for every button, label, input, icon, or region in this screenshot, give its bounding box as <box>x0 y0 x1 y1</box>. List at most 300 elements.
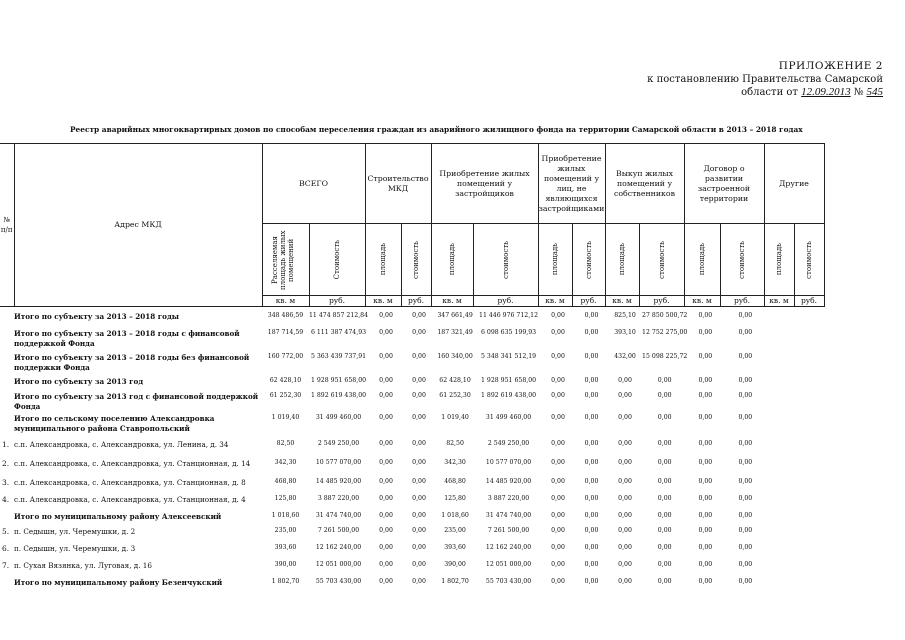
row-value: 14 485 920,00 <box>485 478 532 485</box>
header-group-territory: Договор о развитии застроенной территории <box>684 144 764 224</box>
row-value: 0,00 <box>618 527 632 534</box>
row-value: 0,00 <box>657 377 672 384</box>
row-empty-cell <box>797 525 827 542</box>
header-group-other: Другие <box>764 144 824 224</box>
row-value: 0,00 <box>618 478 632 485</box>
register-table-body <box>0 310 827 591</box>
header-group-developers: Приобретение жилых помещений у застройщиков <box>431 144 538 224</box>
sub-area <box>365 224 401 296</box>
unit-area: кв. м <box>764 296 794 307</box>
row-empty-cell <box>767 457 797 476</box>
row-value: 55 703 430,00 <box>485 578 532 585</box>
row-value: 1 802,70 <box>271 578 300 585</box>
row-value: 0,00 <box>618 578 632 585</box>
unit-rub: руб. <box>639 296 684 307</box>
row-empty-cell <box>767 510 797 525</box>
row-value: 0,00 <box>618 377 632 384</box>
row-value: 5 363 439 737,91 <box>310 353 367 360</box>
unit-rub: руб. <box>309 296 365 307</box>
row-address: Итого по субъекту за 2013 – 2018 годы <box>14 312 179 321</box>
row-value: 62 428,10 <box>269 377 302 384</box>
row-value: 0,00 <box>618 561 632 568</box>
row-value: 187 714,59 <box>267 329 304 336</box>
table-row <box>0 525 827 542</box>
row-value: 0,00 <box>379 512 393 519</box>
row-empty-cell <box>767 476 797 493</box>
row-value: 235,00 <box>444 527 466 534</box>
row-empty-cell <box>767 351 797 375</box>
row-value: 1 019,40 <box>271 414 300 421</box>
row-value: 0,00 <box>738 561 753 568</box>
row-address: с.п. Александровка, с. Александровка, ул. Ленина, д. 34 <box>14 440 229 449</box>
row-empty-cell <box>767 375 797 390</box>
row-value: 468,80 <box>274 478 297 485</box>
unit-rub: руб. <box>572 296 605 307</box>
sub-cost <box>572 224 605 296</box>
row-value: 0,00 <box>657 478 672 485</box>
row-value: 0,00 <box>738 353 753 360</box>
row-value: 0,00 <box>379 377 393 384</box>
row-empty-cell <box>797 542 827 559</box>
row-value: 0,00 <box>618 495 632 502</box>
row-value: 0,00 <box>698 329 713 336</box>
unit-rub: руб. <box>473 296 538 307</box>
row-empty-cell <box>767 542 797 559</box>
row-value: 31 474 740,00 <box>485 512 532 519</box>
row-value: 0,00 <box>412 561 426 568</box>
row-address: с.п. Александровка, с. Александровка, ул. Станционная, д. 8 <box>14 478 246 487</box>
row-value: 11 446 976 712,12 <box>479 312 539 319</box>
row-empty-cell <box>797 457 827 476</box>
row-value: 55 703 430,00 <box>315 578 362 585</box>
register-table-header <box>0 143 825 307</box>
sub-area <box>684 224 720 296</box>
row-value: 3 887 220,00 <box>487 495 530 502</box>
row-number: 2. <box>2 459 10 468</box>
row-value: 10 577 070,00 <box>485 459 532 466</box>
row-value: 0,00 <box>379 527 393 534</box>
row-value: 12 051 000,00 <box>315 561 362 568</box>
table-row <box>0 412 827 438</box>
table-row <box>0 310 827 327</box>
row-value: 160 340,00 <box>437 353 473 360</box>
row-value: 0,00 <box>412 512 426 519</box>
header-group-total: ВСЕГО <box>262 144 365 224</box>
row-value: 0,00 <box>551 578 565 585</box>
row-value: 0,00 <box>412 578 426 585</box>
row-address: Итого по сельскому поселению Александровка муниципального района Ставропольский <box>14 414 215 433</box>
sub-cost <box>401 224 431 296</box>
row-value: 235,00 <box>274 527 297 534</box>
row-value: 0,00 <box>698 353 713 360</box>
row-value: 12 162 240,00 <box>485 544 532 551</box>
row-address: Итого по субъекту за 2013 – 2018 годы без финансовой поддержки Фонда <box>14 353 250 372</box>
row-value: 0,00 <box>551 478 565 485</box>
row-value: 1 018,60 <box>271 512 300 519</box>
sub-area-text: площадь <box>775 243 783 276</box>
row-value: 12 162 240,00 <box>315 544 362 551</box>
header-num: № п/п <box>0 144 14 307</box>
row-value: 0,00 <box>584 329 599 336</box>
row-value: 347 661,49 <box>437 312 473 319</box>
row-value: 1 928 951 658,00 <box>310 377 367 384</box>
row-value: 1 892 619 438,00 <box>480 392 537 399</box>
row-value: 10 577 070,00 <box>315 459 362 466</box>
row-value: 0,00 <box>584 312 599 319</box>
row-empty-cell <box>767 559 797 576</box>
header-group-buyout: Выкуп жилых помещений у собственников <box>605 144 684 224</box>
row-value: 0,00 <box>584 392 599 399</box>
sub-area-text: площадь <box>618 243 626 276</box>
row-value: 0,00 <box>379 459 393 466</box>
row-value: 0,00 <box>584 544 599 551</box>
row-empty-cell <box>797 438 827 457</box>
row-empty-cell <box>797 375 827 390</box>
row-number <box>0 327 14 351</box>
row-empty-cell <box>797 351 827 375</box>
row-value: 160 772,00 <box>267 353 304 360</box>
row-value: 0,00 <box>551 353 565 360</box>
table-row <box>0 438 827 457</box>
row-number: 3. <box>2 478 10 487</box>
row-value: 0,00 <box>698 312 713 319</box>
row-value: 0,00 <box>698 512 713 519</box>
row-address: с.п. Александровка, с. Александровка, ул. Станционная, д. 4 <box>14 495 246 504</box>
row-number: 6. <box>2 544 10 553</box>
row-value: 0,00 <box>698 377 713 384</box>
row-value: 82,50 <box>446 440 464 447</box>
sub-area-total <box>262 224 309 296</box>
row-value: 0,00 <box>698 392 713 399</box>
row-value: 0,00 <box>698 561 713 568</box>
row-value: 0,00 <box>584 353 599 360</box>
row-number <box>0 510 14 525</box>
sub-area <box>764 224 794 296</box>
row-value: 0,00 <box>618 544 632 551</box>
row-value: 0,00 <box>412 353 426 360</box>
row-value: 0,00 <box>738 392 753 399</box>
row-number <box>0 390 14 412</box>
header-group-construction: Строительство МКД <box>365 144 431 224</box>
row-value: 0,00 <box>698 440 713 447</box>
row-number <box>0 375 14 390</box>
row-value: 15 098 225,72 <box>642 353 688 360</box>
row-value: 0,00 <box>584 440 599 447</box>
row-value: 0,00 <box>584 527 599 534</box>
row-value: 6 111 387 474,93 <box>310 329 367 336</box>
row-value: 0,00 <box>379 353 393 360</box>
row-value: 0,00 <box>738 312 753 319</box>
row-value: 125,80 <box>444 495 466 502</box>
row-value: 0,00 <box>412 414 426 421</box>
row-empty-cell <box>797 476 827 493</box>
header-address: Адрес МКД <box>14 144 262 307</box>
row-value: 0,00 <box>412 440 426 447</box>
row-value: 0,00 <box>412 459 426 466</box>
appendix-line2 <box>647 86 883 99</box>
row-value: 1 019,40 <box>441 414 469 421</box>
row-value: 1 802,70 <box>441 578 469 585</box>
row-address: п. Сухая Вязянка, ул. Луговая, д. 16 <box>14 561 152 570</box>
row-value: 61 252,30 <box>439 392 471 399</box>
sub-cost-text: стоимость <box>805 240 813 279</box>
row-value: 7 261 500,00 <box>487 527 530 534</box>
row-value: 0,00 <box>379 578 393 585</box>
row-number: 1. <box>2 440 10 449</box>
unit-area: кв. м <box>262 296 309 307</box>
table-row <box>0 559 827 576</box>
row-value: 31 474 740,00 <box>315 512 362 519</box>
row-value: 0,00 <box>584 578 599 585</box>
row-value: 0,00 <box>379 544 393 551</box>
row-value: 0,00 <box>618 512 632 519</box>
row-value: 0,00 <box>738 459 753 466</box>
row-value: 1 928 951 658,00 <box>480 377 537 384</box>
row-value: 0,00 <box>657 392 672 399</box>
sub-area <box>538 224 572 296</box>
appendix-no-label: № <box>853 87 864 98</box>
table-row <box>0 476 827 493</box>
row-value: 0,00 <box>657 440 672 447</box>
row-value: 0,00 <box>738 377 753 384</box>
row-value: 0,00 <box>584 561 599 568</box>
row-value: 0,00 <box>698 578 713 585</box>
row-value: 0,00 <box>551 377 565 384</box>
row-value: 0,00 <box>618 414 632 421</box>
row-value: 0,00 <box>738 544 753 551</box>
document-title: Реестр аварийных многоквартирных домов по способам переселения граждан из аварийного жилищного фонда на территории Самарской области в 2013 – 2018 годах <box>70 125 803 134</box>
sub-area-total-text: Расселяемая площадь жилых помещений <box>270 229 295 290</box>
row-value: 0,00 <box>584 478 599 485</box>
unit-rub: руб. <box>794 296 824 307</box>
row-value: 0,00 <box>657 561 672 568</box>
row-value: 0,00 <box>412 329 426 336</box>
row-value: 5 348 341 512,19 <box>480 353 537 360</box>
row-value: 2 549 250,00 <box>487 440 530 447</box>
row-value: 0,00 <box>551 512 565 519</box>
row-address: Итого по муниципальному району Безенчукский <box>14 578 223 587</box>
row-value: 14 485 920,00 <box>315 478 362 485</box>
row-address: Итого по субъекту за 2013 год <box>14 377 144 386</box>
row-value: 0,00 <box>379 414 393 421</box>
row-empty-cell <box>767 390 797 412</box>
row-value: 0,00 <box>379 329 393 336</box>
row-value: 0,00 <box>551 459 565 466</box>
sub-cost <box>794 224 824 296</box>
row-empty-cell <box>797 310 827 327</box>
row-value: 825,10 <box>614 312 636 319</box>
row-value: 0,00 <box>698 459 713 466</box>
row-value: 0,00 <box>412 478 426 485</box>
row-value: 11 474 857 212,84 <box>309 312 369 319</box>
row-address: п. Седышн, ул. Черемушки, д. 2 <box>14 527 136 536</box>
appendix-line1: к постановлению Правительства Самарской <box>647 74 883 85</box>
row-value: 0,00 <box>738 329 753 336</box>
row-value: 0,00 <box>584 377 599 384</box>
appendix-block <box>647 60 883 99</box>
unit-area: кв. м <box>684 296 720 307</box>
unit-rub: руб. <box>720 296 764 307</box>
row-value: 0,00 <box>412 392 426 399</box>
row-value: 2 549 250,00 <box>317 440 360 447</box>
row-value: 468,80 <box>444 478 466 485</box>
row-empty-cell <box>767 576 797 591</box>
row-value: 0,00 <box>551 495 565 502</box>
row-value: 0,00 <box>412 377 426 384</box>
row-value: 342,30 <box>444 459 466 466</box>
row-value: 62 428,10 <box>439 377 471 384</box>
table-row <box>0 375 827 390</box>
row-value: 0,00 <box>738 512 753 519</box>
table-row <box>0 457 827 476</box>
row-value: 125,80 <box>274 495 297 502</box>
sub-cost-text: стоимость <box>501 240 510 279</box>
sub-cost-total <box>309 224 365 296</box>
row-empty-cell <box>797 510 827 525</box>
row-empty-cell <box>767 438 797 457</box>
table-row <box>0 576 827 591</box>
appendix-line2-text: области от <box>741 87 798 98</box>
row-address: Итого по муниципальному району Алексеевский <box>14 512 222 521</box>
row-empty-cell <box>767 493 797 510</box>
row-value: 0,00 <box>657 578 672 585</box>
row-value: 0,00 <box>412 312 426 319</box>
row-value: 0,00 <box>379 561 393 568</box>
row-value: 1 018,60 <box>441 512 469 519</box>
row-value: 0,00 <box>412 527 426 534</box>
row-address: Итого по субъекту за 2013 – 2018 годы с финансовой поддержкой Фонда <box>14 329 240 348</box>
row-empty-cell <box>797 493 827 510</box>
row-value: 0,00 <box>584 495 599 502</box>
row-value: 12 752 275,00 <box>642 329 688 336</box>
sub-cost-text: стоимость <box>412 240 420 279</box>
appendix-no-handwritten: 545 <box>866 86 883 98</box>
unit-area: кв. м <box>431 296 473 307</box>
row-value: 0,00 <box>738 414 753 421</box>
row-address: Итого по субъекту за 2013 год с финансовой поддержкой Фонда <box>14 392 259 411</box>
row-empty-cell <box>767 412 797 438</box>
row-number <box>0 576 14 591</box>
unit-area: кв. м <box>538 296 572 307</box>
row-value: 0,00 <box>379 440 393 447</box>
row-value: 0,00 <box>379 478 393 485</box>
sub-cost <box>639 224 684 296</box>
row-value: 0,00 <box>698 527 713 534</box>
row-value: 7 261 500,00 <box>317 527 360 534</box>
row-empty-cell <box>767 525 797 542</box>
row-value: 0,00 <box>412 495 426 502</box>
row-value: 1 892 619 438,00 <box>310 392 367 399</box>
row-value: 0,00 <box>551 312 565 319</box>
row-empty-cell <box>797 390 827 412</box>
row-number <box>0 412 14 438</box>
row-empty-cell <box>797 559 827 576</box>
row-value: 393,10 <box>614 329 636 336</box>
row-value: 12 051 000,00 <box>485 561 532 568</box>
row-value: 0,00 <box>738 440 753 447</box>
row-value: 0,00 <box>698 478 713 485</box>
row-value: 0,00 <box>379 495 393 502</box>
appendix-date-handwritten: 12.09.2013 <box>801 86 851 98</box>
row-address: п. Седышн, ул. Черемушки, д. 3 <box>14 544 136 553</box>
sub-cost-text: стоимость <box>738 240 746 279</box>
row-address: с.п. Александровка, с. Александровка, ул. Станционная, д. 14 <box>14 459 251 468</box>
table-row <box>0 351 827 375</box>
row-value: 0,00 <box>379 312 393 319</box>
sub-area-text: площадь <box>551 243 559 276</box>
row-value: 0,00 <box>657 527 672 534</box>
table-row <box>0 327 827 351</box>
row-value: 0,00 <box>657 414 672 421</box>
table-row <box>0 390 827 412</box>
row-value: 0,00 <box>584 459 599 466</box>
row-value: 0,00 <box>584 414 599 421</box>
unit-area: кв. м <box>365 296 401 307</box>
row-value: 0,00 <box>551 440 565 447</box>
row-value: 390,00 <box>274 561 297 568</box>
table-row <box>0 510 827 525</box>
row-value: 0,00 <box>698 544 713 551</box>
row-value: 0,00 <box>551 414 565 421</box>
sub-cost-total-text: Стоимость <box>333 239 341 280</box>
row-value: 0,00 <box>551 392 565 399</box>
row-value: 348 486,59 <box>267 312 304 319</box>
header-group-nondevelopers: Приобретение жилых помещений у лиц, не являющихся застройщиками <box>538 144 605 224</box>
row-value: 82,50 <box>276 440 295 447</box>
row-empty-cell <box>767 327 797 351</box>
row-value: 0,00 <box>551 561 565 568</box>
row-number: 7. <box>2 561 10 570</box>
sub-cost <box>720 224 764 296</box>
row-value: 0,00 <box>618 459 632 466</box>
row-value: 0,00 <box>551 527 565 534</box>
row-value: 0,00 <box>698 495 713 502</box>
row-value: 0,00 <box>738 527 753 534</box>
row-value: 0,00 <box>657 459 672 466</box>
row-value: 393,60 <box>274 544 297 551</box>
row-value: 342,30 <box>274 459 297 466</box>
sub-cost <box>473 224 538 296</box>
row-value: 0,00 <box>618 440 632 447</box>
row-value: 187 321,49 <box>437 329 473 336</box>
row-value: 6 098 635 199,93 <box>480 329 537 336</box>
row-value: 0,00 <box>551 544 565 551</box>
row-value: 0,00 <box>657 512 672 519</box>
row-value: 0,00 <box>698 414 713 421</box>
row-value: 0,00 <box>618 392 632 399</box>
row-value: 31 499 460,00 <box>485 414 532 421</box>
row-empty-cell <box>797 327 827 351</box>
sub-area-text: площадь <box>698 243 706 276</box>
row-value: 0,00 <box>379 392 393 399</box>
unit-rub: руб. <box>401 296 431 307</box>
row-empty-cell <box>797 576 827 591</box>
row-value: 0,00 <box>738 578 753 585</box>
row-value: 3 887 220,00 <box>317 495 360 502</box>
sub-area-text: площадь <box>379 243 387 276</box>
row-value: 432,00 <box>614 353 636 360</box>
row-number <box>0 351 14 375</box>
row-value: 393,60 <box>444 544 466 551</box>
row-value: 0,00 <box>412 544 426 551</box>
sub-cost-text: стоимость <box>584 240 593 279</box>
row-value: 27 850 500,72 <box>642 312 688 319</box>
row-empty-cell <box>797 412 827 438</box>
sub-area <box>431 224 473 296</box>
appendix-title: ПРИЛОЖЕНИЕ 2 <box>778 60 883 72</box>
row-value: 390,00 <box>444 561 466 568</box>
sub-cost-text: стоимость <box>657 240 666 279</box>
